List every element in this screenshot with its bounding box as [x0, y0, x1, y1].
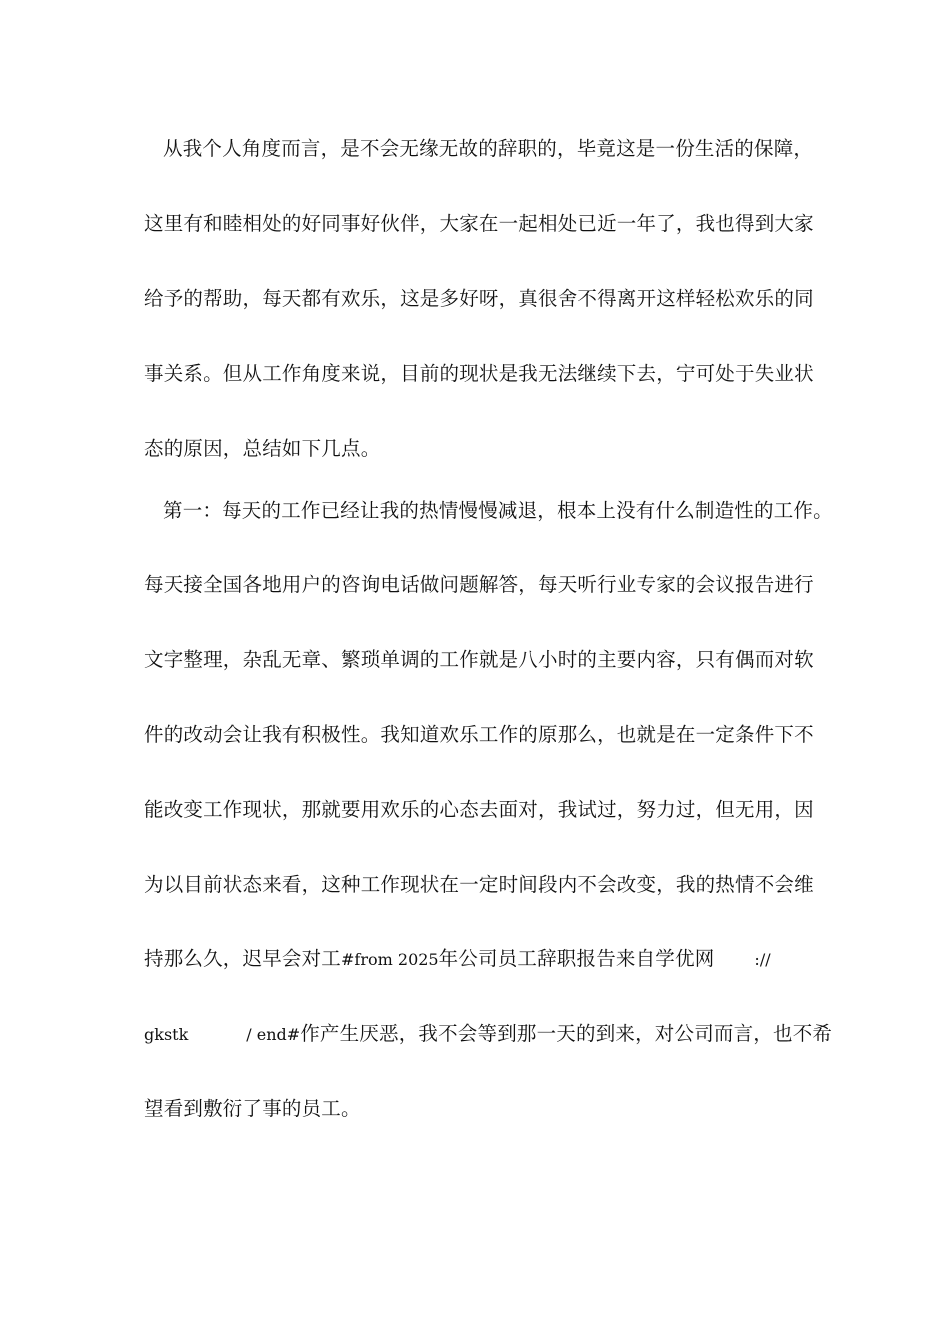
paragraph-1-line-2: 这里有和睦相处的好同事好伙伴，大家在一起相处已近一年了，我也得到大家 — [144, 212, 814, 235]
paragraph-2-line-3: 文字整理，杂乱无章、繁琐单调的工作就是八小时的主要内容，只有偶而对软 — [144, 648, 814, 671]
paragraph-2-line-1: 第一：每天的工作已经让我的热情慢慢减退，根本上没有什么制造性的工作。 — [163, 499, 833, 522]
watermark-code: / end# — [246, 1025, 301, 1044]
paragraph-1-line-3: 给予的帮助，每天都有欢乐，这是多好呀，真很舍不得离开这样轻松欢乐的同 — [144, 287, 814, 310]
text-segment: 持那么久，迟早会对工 — [144, 947, 342, 970]
url-fragment: gkstk — [144, 1025, 189, 1044]
text-segment: 年公司员工辞职报告来自学优网 — [438, 947, 715, 970]
text-segment: 作产生厌恶，我不会等到那一天的到来，对公司而言，也不希 — [300, 1022, 833, 1045]
paragraph-2-line-6: 为以目前状态来看，这种工作现状在一定时间段内不会改变，我的热情不会维 — [144, 873, 814, 896]
paragraph-1-line-1: 从我个人角度而言，是不会无缘无故的辞职的，毕竟这是一份生活的保障， — [163, 137, 814, 160]
paragraph-2-line-4: 件的改动会让我有积极性。我知道欢乐工作的原那么，也就是在一定条件下不 — [144, 723, 814, 746]
watermark-code: #from 2025 — [341, 950, 439, 969]
paragraph-2-line-7 — [144, 944, 814, 974]
paragraph-2-line-9: 望看到敷衍了事的员工。 — [144, 1097, 361, 1120]
paragraph-2-line-5: 能改变工作现状，那就要用欢乐的心态去面对，我试过，努力过，但无用，因 — [144, 798, 814, 821]
paragraph-1-line-5: 态的原因，总结如下几点。 — [144, 437, 381, 460]
paragraph-1-line-4: 事关系。但从工作角度来说，目前的现状是我无法继续下去，宁可处于失业状 — [144, 362, 814, 385]
url-fragment: :// — [754, 950, 771, 969]
paragraph-2-line-2: 每天接全国各地用户的咨询电话做问题解答，每天听行业专家的会议报告进行 — [144, 573, 814, 596]
paragraph-2-line-8 — [144, 1019, 833, 1049]
